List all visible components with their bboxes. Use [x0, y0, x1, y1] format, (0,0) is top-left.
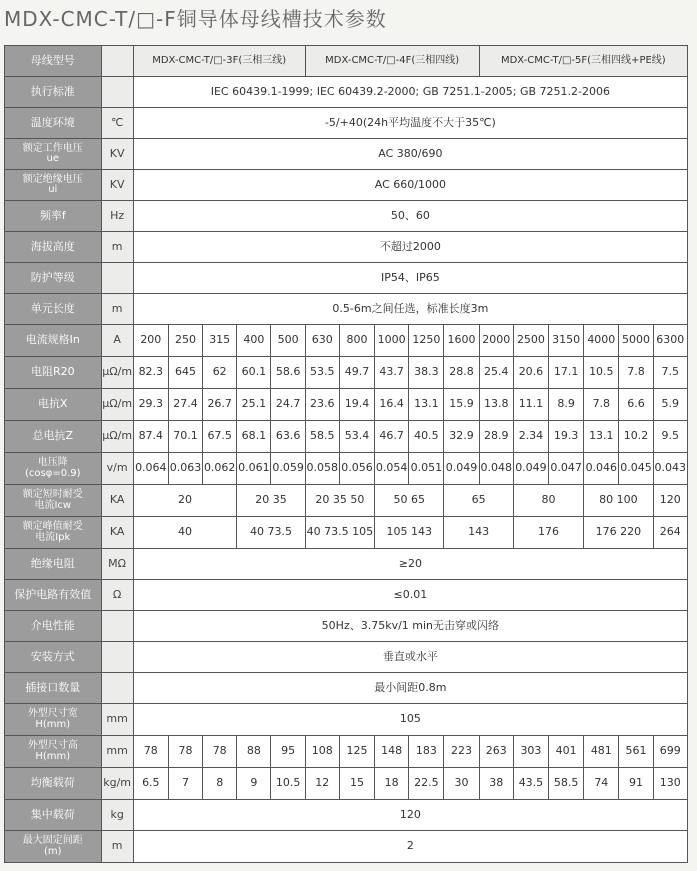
ipk-group: 40	[133, 517, 237, 549]
value-cell: 40.5	[409, 421, 444, 453]
value-cell: 24.7	[271, 389, 305, 421]
value-cell: 401	[549, 736, 584, 768]
value-cell: 49.7	[339, 357, 374, 389]
value-cell: 25.1	[237, 389, 271, 421]
ipk-group: 176	[513, 517, 583, 549]
row-unit: A	[101, 325, 133, 357]
row-label: 总电抗Z	[5, 421, 102, 453]
row-value: AC 380/690	[133, 139, 687, 170]
row-label: 温度环境	[5, 108, 102, 139]
row-unit: kg	[101, 800, 133, 831]
row-label: 海拔高度	[5, 232, 102, 263]
row-unit	[101, 46, 133, 77]
row-max-fixing-distance	[5, 831, 688, 863]
value-cell: 0.043	[653, 453, 687, 485]
label-sub: ui	[48, 184, 58, 195]
row-label	[5, 736, 102, 768]
value-cell: 23.6	[305, 389, 339, 421]
row-label: 保护电路有效值	[5, 580, 102, 611]
row-protective-circuit	[5, 580, 688, 611]
row-unit: m	[101, 831, 133, 863]
label-sub: H(mm)	[35, 750, 71, 762]
row-width	[5, 704, 688, 736]
value-cell: 68.1	[237, 421, 271, 453]
row-value: 105	[133, 704, 687, 736]
row-ue	[5, 139, 688, 170]
row-dielectric	[5, 611, 688, 642]
value-cell: 0.062	[203, 453, 237, 485]
row-unit: μΩ/m	[101, 421, 133, 453]
row-label	[5, 485, 102, 517]
value-cell: 78	[168, 736, 202, 768]
label-main: 外型尺寸高	[27, 740, 78, 751]
value-cell: 7.8	[619, 357, 653, 389]
row-unit: Hz	[101, 201, 133, 232]
ipk-group: 176 220	[584, 517, 653, 549]
value-cell: 699	[653, 736, 687, 768]
value-cell: 70.1	[168, 421, 202, 453]
value-cell: 0.049	[513, 453, 548, 485]
row-unit: kg/m	[101, 768, 133, 800]
value-cell: 0.046	[584, 453, 619, 485]
value-cell: 20.6	[513, 357, 548, 389]
value-cell: 10.2	[619, 421, 653, 453]
value-cell: 0.051	[409, 453, 444, 485]
row-unit: v/m	[101, 453, 133, 485]
value-cell: 63.6	[271, 421, 305, 453]
row-insulation	[5, 549, 688, 580]
value-cell: 5000	[619, 325, 653, 357]
row-temp	[5, 108, 688, 139]
value-cell: 481	[584, 736, 619, 768]
value-cell: 9.5	[653, 421, 687, 453]
row-unit: KA	[101, 485, 133, 517]
value-cell: 2.34	[513, 421, 548, 453]
value-cell: 0.054	[375, 453, 409, 485]
value-cell: 800	[339, 325, 374, 357]
value-cell: 19.3	[549, 421, 584, 453]
row-plug-outlets	[5, 673, 688, 704]
icw-group: 120	[653, 485, 687, 517]
value-cell: 183	[409, 736, 444, 768]
row-ui	[5, 170, 688, 201]
value-cell: 1250	[409, 325, 444, 357]
value-cell: 4000	[584, 325, 619, 357]
value-cell: 58.6	[271, 357, 305, 389]
row-unit	[101, 642, 133, 673]
value-cell: 0.045	[619, 453, 653, 485]
label-main: 额定峰值耐受	[22, 521, 83, 532]
value-cell: 108	[305, 736, 339, 768]
row-label: 电流规格In	[5, 325, 102, 357]
row-standard	[5, 77, 688, 108]
value-cell: 223	[444, 736, 479, 768]
row-value: IEC 60439.1-1999; IEC 60439.2-2000; GB 7251.1-2005; GB 7251.2-2006	[133, 77, 687, 108]
row-label: 介电性能	[5, 611, 102, 642]
value-cell: 91	[619, 768, 653, 800]
row-impedance	[5, 421, 688, 453]
value-cell: 53.5	[305, 357, 339, 389]
row-value: 0.5-6m之间任选，标准长度3m	[133, 294, 687, 325]
icw-group: 20 35 50	[305, 485, 374, 517]
value-cell: 82.3	[133, 357, 168, 389]
row-label: 插接口数量	[5, 673, 102, 704]
value-cell: 315	[203, 325, 237, 357]
row-value: 垂直或水平	[133, 642, 687, 673]
value-cell: 5.9	[653, 389, 687, 421]
value-cell: 12	[305, 768, 339, 800]
value-cell: 2000	[479, 325, 513, 357]
value-cell: 6300	[653, 325, 687, 357]
row-label	[5, 831, 102, 863]
row-label: 母线型号	[5, 46, 102, 77]
value-cell: 29.3	[133, 389, 168, 421]
row-freq	[5, 201, 688, 232]
label-main: 额定工作电压	[22, 142, 83, 154]
value-cell: 38.3	[409, 357, 444, 389]
value-cell: 13.1	[584, 421, 619, 453]
row-mounting	[5, 642, 688, 673]
value-cell: 28.9	[479, 421, 513, 453]
row-unit: Ω	[101, 580, 133, 611]
model-4f: MDX-CMC-T/□-4F(三相四线)	[305, 46, 479, 77]
row-unit-length	[5, 294, 688, 325]
value-cell: 74	[584, 768, 619, 800]
row-unit: KA	[101, 517, 133, 549]
value-cell: 263	[479, 736, 513, 768]
row-value: IP54、IP65	[133, 263, 687, 294]
ipk-group: 40 73.5 105	[305, 517, 374, 549]
value-cell: 0.059	[271, 453, 305, 485]
value-cell: 645	[168, 357, 202, 389]
value-cell: 58.5	[305, 421, 339, 453]
row-unit: KV	[101, 139, 133, 170]
value-cell: 11.1	[513, 389, 548, 421]
row-ip	[5, 263, 688, 294]
row-value: 120	[133, 800, 687, 831]
value-cell: 9	[237, 768, 271, 800]
value-cell: 87.4	[133, 421, 168, 453]
value-cell: 22.5	[409, 768, 444, 800]
row-unit: μΩ/m	[101, 357, 133, 389]
value-cell: 7.8	[584, 389, 619, 421]
row-altitude	[5, 232, 688, 263]
row-ipk	[5, 517, 688, 549]
row-value: 2	[133, 831, 687, 863]
label-sub: ue	[46, 153, 60, 164]
row-distributed-load	[5, 768, 688, 800]
row-value: AC 660/1000	[133, 170, 687, 201]
value-cell: 10.5	[271, 768, 305, 800]
row-label: 绝缘电阻	[5, 549, 102, 580]
value-cell: 15	[339, 768, 374, 800]
value-cell: 0.049	[444, 453, 479, 485]
model-3f: MDX-CMC-T/□-3F(三相三线)	[133, 46, 305, 77]
ipk-group: 105 143	[375, 517, 444, 549]
label-sub: 电流Icw	[34, 499, 72, 511]
label-sub: (cosφ=0.9)	[25, 467, 81, 479]
row-model	[5, 46, 688, 77]
row-icw	[5, 485, 688, 517]
value-cell: 3150	[549, 325, 584, 357]
value-cell: 26.7	[203, 389, 237, 421]
row-unit	[101, 263, 133, 294]
row-label: 单元长度	[5, 294, 102, 325]
value-cell: 500	[271, 325, 305, 357]
value-cell: 13.8	[479, 389, 513, 421]
row-value: ≥20	[133, 549, 687, 580]
value-cell: 0.063	[168, 453, 202, 485]
value-cell: 67.5	[203, 421, 237, 453]
label-sub: 电流Ipk	[35, 531, 71, 543]
value-cell: 148	[375, 736, 409, 768]
value-cell: 125	[339, 736, 374, 768]
value-cell: 32.9	[444, 421, 479, 453]
value-cell: 18	[375, 768, 409, 800]
icw-group: 65	[444, 485, 513, 517]
value-cell: 15.9	[444, 389, 479, 421]
value-cell: 19.4	[339, 389, 374, 421]
row-label: 安装方式	[5, 642, 102, 673]
model-5f: MDX-CMC-T/□-5F(三相四线+PE线)	[479, 46, 687, 77]
row-value: ≤0.01	[133, 580, 687, 611]
ipk-group: 264	[653, 517, 687, 549]
label-main: 额定绝缘电压	[22, 173, 83, 185]
row-unit: μΩ/m	[101, 389, 133, 421]
row-label	[5, 704, 102, 736]
value-cell: 0.058	[305, 453, 339, 485]
value-cell: 58.5	[549, 768, 584, 800]
value-cell: 10.5	[584, 357, 619, 389]
row-label	[5, 170, 102, 201]
icw-group: 20	[133, 485, 237, 517]
row-unit: MΩ	[101, 549, 133, 580]
row-value: 50、60	[133, 201, 687, 232]
row-label: 电抗X	[5, 389, 102, 421]
value-cell: 8	[203, 768, 237, 800]
value-cell: 0.064	[133, 453, 168, 485]
row-value: -5/+40(24h平均温度不大于35℃)	[133, 108, 687, 139]
row-unit	[101, 611, 133, 642]
value-cell: 13.1	[409, 389, 444, 421]
value-cell: 7	[168, 768, 202, 800]
label-main: 最大固定间距	[22, 835, 83, 846]
value-cell: 1000	[375, 325, 409, 357]
row-unit: mm	[101, 736, 133, 768]
row-unit	[101, 77, 133, 108]
value-cell: 78	[203, 736, 237, 768]
value-cell: 95	[271, 736, 305, 768]
icw-group: 80	[513, 485, 583, 517]
value-cell: 6.6	[619, 389, 653, 421]
row-label	[5, 453, 102, 485]
ipk-group: 143	[444, 517, 513, 549]
value-cell: 25.4	[479, 357, 513, 389]
value-cell: 17.1	[549, 357, 584, 389]
label-sub: (m)	[44, 845, 62, 857]
row-concentrated-load	[5, 800, 688, 831]
value-cell: 60.1	[237, 357, 271, 389]
value-cell: 561	[619, 736, 653, 768]
row-unit: m	[101, 294, 133, 325]
row-unit: mm	[101, 704, 133, 736]
icw-group: 80 100	[584, 485, 653, 517]
icw-group: 20 35	[237, 485, 305, 517]
row-label: 均衡载荷	[5, 768, 102, 800]
row-value: 不超过2000	[133, 232, 687, 263]
value-cell: 27.4	[168, 389, 202, 421]
label-main: 额定短时耐受	[22, 489, 83, 500]
value-cell: 43.5	[513, 768, 548, 800]
row-unit: ℃	[101, 108, 133, 139]
value-cell: 400	[237, 325, 271, 357]
ipk-group: 40 73.5	[237, 517, 305, 549]
row-label: 集中载荷	[5, 800, 102, 831]
label-sub: H(mm)	[35, 718, 71, 730]
value-cell: 53.4	[339, 421, 374, 453]
row-value: 50Hz、3.75kv/1 min无击穿或闪络	[133, 611, 687, 642]
row-label: 频率f	[5, 201, 102, 232]
value-cell: 2500	[513, 325, 548, 357]
spec-table	[4, 45, 688, 863]
icw-group: 50 65	[375, 485, 444, 517]
value-cell: 28.8	[444, 357, 479, 389]
row-label	[5, 517, 102, 549]
row-resistance	[5, 357, 688, 389]
value-cell: 8.9	[549, 389, 584, 421]
row-label: 防护等级	[5, 263, 102, 294]
value-cell: 16.4	[375, 389, 409, 421]
row-current	[5, 325, 688, 357]
row-unit: KV	[101, 170, 133, 201]
value-cell: 1600	[444, 325, 479, 357]
value-cell: 200	[133, 325, 168, 357]
value-cell: 78	[133, 736, 168, 768]
value-cell: 0.047	[549, 453, 584, 485]
row-unit	[101, 673, 133, 704]
row-label: 电阻R20	[5, 357, 102, 389]
row-label: 执行标准	[5, 77, 102, 108]
value-cell: 250	[168, 325, 202, 357]
value-cell: 0.056	[339, 453, 374, 485]
value-cell: 30	[444, 768, 479, 800]
row-label	[5, 139, 102, 170]
value-cell: 303	[513, 736, 548, 768]
value-cell: 130	[653, 768, 687, 800]
row-unit: m	[101, 232, 133, 263]
value-cell: 46.7	[375, 421, 409, 453]
value-cell: 62	[203, 357, 237, 389]
label-main: 电压降	[37, 457, 68, 468]
page-title: MDX-CMC-T/□-F铜导体母线槽技术参数	[4, 7, 387, 31]
value-cell: 0.061	[237, 453, 271, 485]
row-value: 最小间距0.8m	[133, 673, 687, 704]
value-cell: 38	[479, 768, 513, 800]
value-cell: 43.7	[375, 357, 409, 389]
label-main: 外型尺寸宽	[27, 708, 78, 719]
row-height	[5, 736, 688, 768]
row-voltage-drop	[5, 453, 688, 485]
value-cell: 0.048	[479, 453, 513, 485]
value-cell: 7.5	[653, 357, 687, 389]
value-cell: 88	[237, 736, 271, 768]
value-cell: 630	[305, 325, 339, 357]
row-reactance	[5, 389, 688, 421]
value-cell: 6.5	[133, 768, 168, 800]
